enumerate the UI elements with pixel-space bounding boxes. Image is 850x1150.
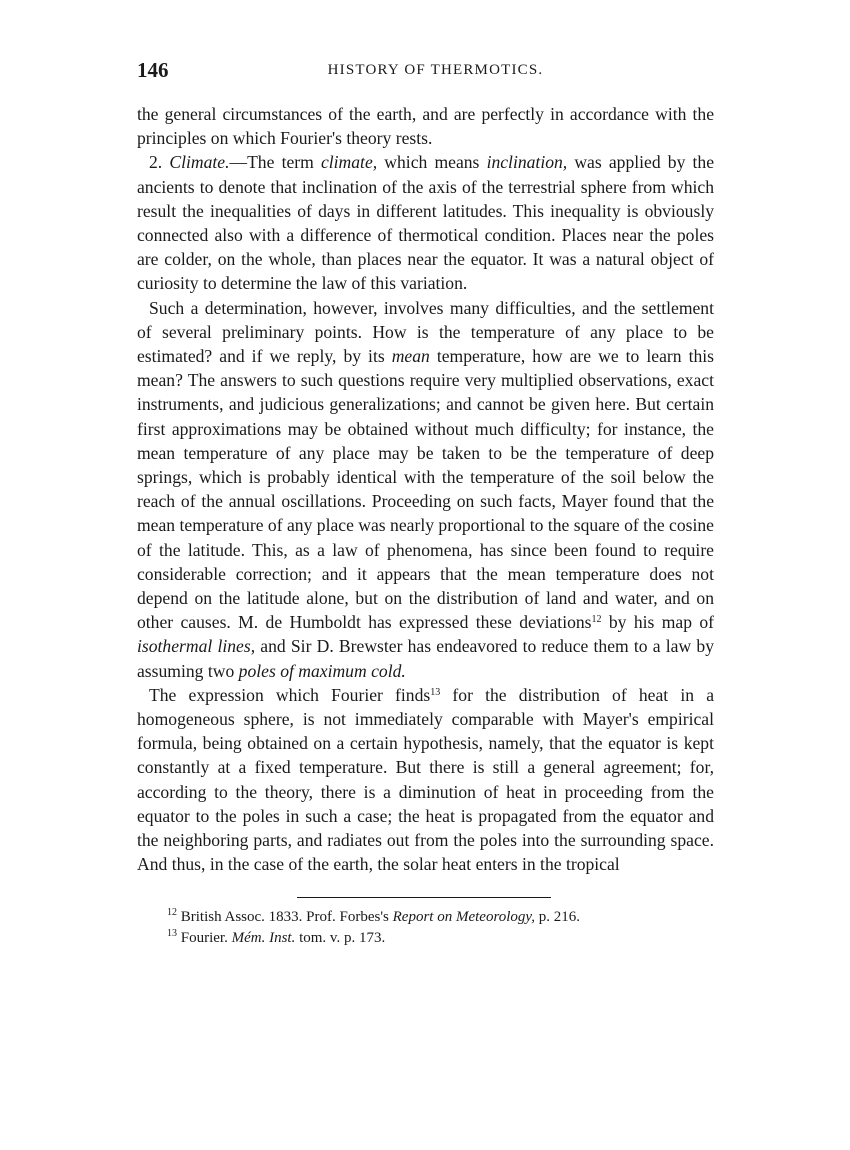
italic-term: isothermal lines,: [137, 636, 256, 657]
section-number: 2.: [149, 152, 170, 173]
footnote-italic: Report on Meteorology,: [392, 908, 535, 925]
section-heading: Climate.: [169, 152, 230, 173]
paragraph-text: and Sir D. Brewster has endeavored to reduce them to a law by assuming two: [137, 636, 714, 681]
footnote-mark: 13: [167, 927, 177, 939]
paragraph-text: temperature, how are we to learn this mean? The answers to such questions require very multiplied observations, exact instruments, and judicious generalizations; and cannot be given here. But certain first approximations may be obtained without much difficulty; for instance, the mean temperature of any place may be taken to be the temperature of deep springs, which is probably identical with the temperature of the soil below the reach of the annual oscillations. Proceeding on such facts, Mayer found that the mean temperature of any place was nearly proportional to the square of the cosine of the latitude. This, as a law of phenomena, has since been found to require considerable correction; and it appears that the mean temperature does not depend on the latitude alone, but on the distribution of land and water, and on other causes. M. de Humboldt has expressed these deviations: [137, 346, 714, 633]
running-title: HISTORY OF THERMOTICS.: [327, 62, 544, 78]
book-page: [137, 58, 714, 949]
footnote-text: p. 216.: [534, 908, 580, 925]
paragraph-text: Such a determination, however, involves many difficulties, and the settlement of several preliminary points. How is the temperature of any place to be estimated? and if we reply, by its: [137, 297, 714, 367]
paragraph-text: The expression which Fourier finds: [149, 684, 431, 705]
italic-term: inclination,: [486, 152, 568, 173]
footnote-13: [167, 928, 714, 949]
paragraph-text: the general circumstances of the earth, and are perfectly in accordance with the principles on which Fourier's theory rests.: [137, 104, 714, 149]
paragraph-text: was applied by the ancients to denote that inclination of the axis of the terrestrial sphere from which result the inequalities of days in different latitudes. This inequality is obviously connected also with a difference of thermotical condition. Places near the poles are colder, on the whole, than places near the equator. It was a natural object of curiosity to determine the law of this variation.: [137, 152, 715, 294]
running-head: [137, 58, 714, 88]
page-number: 146: [137, 58, 169, 82]
paragraph-climate: [137, 150, 714, 295]
italic-term: poles of maximum cold.: [238, 660, 406, 681]
paragraph-continuation: [137, 102, 714, 150]
italic-term: climate,: [320, 152, 378, 173]
footnotes: [137, 907, 714, 949]
footnote-ref-12[interactable]: 12: [591, 614, 602, 626]
italic-term: mean: [391, 346, 430, 367]
paragraph-mean-temperature: [137, 296, 714, 683]
footnote-ref-13[interactable]: 13: [430, 686, 441, 698]
paragraph-text: which means: [377, 152, 487, 173]
paragraph-text: for the distribution of heat in a homogeneous sphere, is not immediately comparable with Mayer's empirical formula, being obtained on a certain hypothesis, namely, that the equator is kept constantly at a fixed temperature. But there is still a general agreement; for, according to the theory, there is a diminution of heat in proceeding from the equator to the poles in such a case; the heat is propagated from the equator and the neighboring parts, and radiates out from the poles into the surrounding space. And thus, in the case of the earth, the solar heat enters in the tropical: [137, 684, 714, 875]
footnote-text: tom. v. p. 173.: [295, 929, 386, 946]
footnote-12: [167, 907, 714, 928]
footnote-text: British Assoc. 1833. Prof. Forbes's: [177, 908, 393, 925]
footnote-text: Fourier.: [177, 929, 232, 946]
paragraph-fourier: [137, 683, 714, 877]
footnote-mark: 12: [167, 906, 177, 918]
body-text: [137, 102, 714, 877]
footnote-divider: [297, 897, 551, 898]
paragraph-text: by his map of: [601, 612, 714, 633]
footnote-italic: Mém. Inst.: [231, 929, 296, 946]
paragraph-text: —The term: [229, 152, 321, 173]
